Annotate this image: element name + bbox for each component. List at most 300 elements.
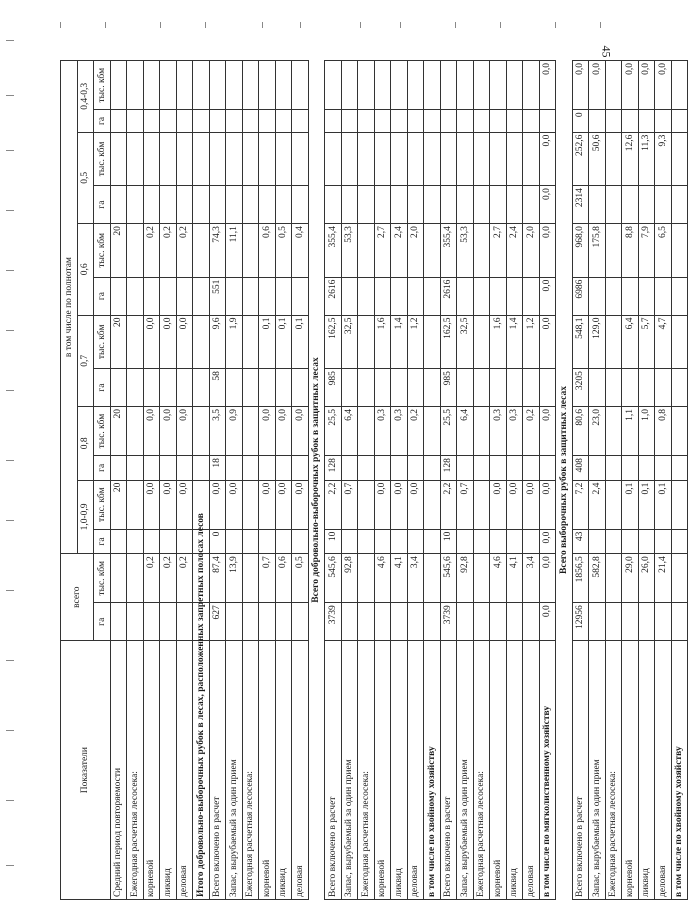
table-cell xyxy=(473,369,490,407)
table-cell xyxy=(374,603,391,641)
table-cell: 128 xyxy=(440,456,457,481)
table-cell: 0,0 xyxy=(374,480,391,529)
header-group: 0,6 xyxy=(77,224,94,315)
row-label: Ежегодная расчетная лесосека: xyxy=(473,641,490,900)
row-label: Ежегодная расчетная лесосека: xyxy=(242,641,259,900)
table-cell: 0,0 xyxy=(160,480,177,529)
table-cell: 545,6 xyxy=(325,554,342,603)
table-cell xyxy=(671,186,688,224)
table-cell xyxy=(110,132,127,186)
table-cell xyxy=(259,603,276,641)
table-cell: 0,0 xyxy=(523,480,540,529)
table-row xyxy=(127,61,144,900)
table-row xyxy=(110,61,127,900)
table-cell xyxy=(605,186,622,224)
table-cell xyxy=(127,406,144,455)
table-cell xyxy=(622,186,639,224)
table-cell xyxy=(143,61,160,110)
table-cell xyxy=(176,186,193,224)
table-cell xyxy=(110,110,127,132)
row-label: деловая xyxy=(407,641,424,900)
row-label: Всего включено в расчет xyxy=(209,641,226,900)
table-cell: 0,0 xyxy=(638,61,655,110)
table-cell xyxy=(457,529,474,554)
table-cell xyxy=(490,132,507,186)
table-cell: 6,4 xyxy=(341,406,358,455)
table-cell xyxy=(424,529,441,554)
table-cell xyxy=(127,456,144,481)
table-cell: 0,3 xyxy=(374,406,391,455)
table-cell xyxy=(226,369,243,407)
table-cell xyxy=(193,224,210,278)
row-label: ликвид xyxy=(160,641,177,900)
row-label: корневой xyxy=(622,641,639,900)
table-cell xyxy=(589,603,606,641)
table-cell: 3739 xyxy=(440,603,457,641)
row-label: ликвид xyxy=(275,641,292,900)
header-unit-tkbm: тыс. кбм xyxy=(94,132,111,186)
table-cell xyxy=(424,554,441,603)
table-cell xyxy=(671,529,688,554)
table-cell: 18 xyxy=(209,456,226,481)
table-cell xyxy=(292,603,309,641)
header-unit-tkbm: тыс. кбм xyxy=(94,61,111,110)
table-cell xyxy=(407,61,424,110)
table-cell xyxy=(160,132,177,186)
table-cell xyxy=(671,456,688,481)
table-cell: 0,0 xyxy=(391,480,408,529)
table-cell: 74,3 xyxy=(209,224,226,278)
table-cell xyxy=(127,554,144,603)
table-cell xyxy=(589,369,606,407)
table-cell: 985 xyxy=(440,369,457,407)
table-cell: 0,0 xyxy=(407,480,424,529)
table-cell: 0,2 xyxy=(176,554,193,603)
table-cell: 0,1 xyxy=(622,480,639,529)
table-cell: 355,4 xyxy=(440,224,457,278)
header-unit-tkbm: тыс. кбм xyxy=(94,554,111,603)
table-cell xyxy=(671,224,688,278)
table-cell xyxy=(341,529,358,554)
table-cell xyxy=(160,61,177,110)
table-cell xyxy=(292,456,309,481)
table-cell xyxy=(391,61,408,110)
table-row xyxy=(572,61,589,900)
rotated-content xyxy=(60,60,685,900)
table-cell xyxy=(473,315,490,369)
row-label: Ежегодная расчетная лесосека: xyxy=(605,641,622,900)
table-row xyxy=(209,61,226,900)
table-cell: 2,4 xyxy=(506,224,523,278)
table-cell xyxy=(292,369,309,407)
table-cell xyxy=(358,110,375,132)
row-label: корневой xyxy=(259,641,276,900)
table-cell xyxy=(407,369,424,407)
table-cell xyxy=(655,277,672,315)
header-indicator: Показатели xyxy=(61,641,111,900)
table-cell xyxy=(457,369,474,407)
header-unit-tkbm: тыс. кбм xyxy=(94,406,111,455)
table-cell xyxy=(506,186,523,224)
table-cell xyxy=(391,369,408,407)
table-cell: 0,2 xyxy=(143,224,160,278)
table-cell: 0,0 xyxy=(259,480,276,529)
table-cell xyxy=(391,603,408,641)
table-cell: 4,6 xyxy=(374,554,391,603)
table-cell: 0,2 xyxy=(176,224,193,278)
table-cell xyxy=(490,61,507,110)
row-label: в том числе по мягколиственному хозяйству xyxy=(539,641,556,900)
table-cell xyxy=(424,406,441,455)
table-cell: 1,2 xyxy=(523,315,540,369)
table-cell xyxy=(242,186,259,224)
table-cell xyxy=(160,456,177,481)
table-cell: 0,7 xyxy=(341,480,358,529)
table-cell: 0,0 xyxy=(539,224,556,278)
table-cell xyxy=(589,186,606,224)
table-cell: 4,1 xyxy=(391,554,408,603)
table-cell xyxy=(539,456,556,481)
table-cell: 0,5 xyxy=(275,224,292,278)
table-cell: 0,0 xyxy=(143,406,160,455)
table-cell xyxy=(440,132,457,186)
table-cell: 0 xyxy=(209,529,226,554)
table-cell xyxy=(506,132,523,186)
table-cell xyxy=(242,554,259,603)
table-cell xyxy=(655,110,672,132)
table-cell xyxy=(341,61,358,110)
table-cell: 20 xyxy=(110,480,127,529)
table-cell xyxy=(671,110,688,132)
table-cell xyxy=(638,369,655,407)
table-cell xyxy=(259,529,276,554)
table-cell: 162,5 xyxy=(440,315,457,369)
table-cell xyxy=(143,186,160,224)
table-cell xyxy=(605,315,622,369)
table-cell xyxy=(110,186,127,224)
table-cell xyxy=(407,186,424,224)
table-cell: 3205 xyxy=(572,369,589,407)
table-cell xyxy=(440,186,457,224)
table-cell xyxy=(523,186,540,224)
table-cell xyxy=(424,456,441,481)
header-total: всего xyxy=(61,554,94,641)
table-cell xyxy=(358,603,375,641)
row-label: корневой xyxy=(143,641,160,900)
table-cell: 0,1 xyxy=(259,315,276,369)
table-cell: 0,1 xyxy=(655,480,672,529)
table-cell xyxy=(160,369,177,407)
table-cell xyxy=(523,529,540,554)
table-cell: 582,8 xyxy=(589,554,606,603)
table-cell xyxy=(638,603,655,641)
table-cell xyxy=(242,110,259,132)
table-cell xyxy=(110,369,127,407)
table-body xyxy=(110,61,688,900)
table-cell xyxy=(506,603,523,641)
table-cell: 12,6 xyxy=(622,132,639,186)
table-cell: 551 xyxy=(209,277,226,315)
table-cell: 11,3 xyxy=(638,132,655,186)
table-cell xyxy=(473,456,490,481)
table-cell xyxy=(242,224,259,278)
table-cell xyxy=(473,406,490,455)
table-cell: 0,0 xyxy=(506,480,523,529)
table-cell xyxy=(523,456,540,481)
table-cell xyxy=(473,186,490,224)
table-cell: 175,8 xyxy=(589,224,606,278)
table-cell xyxy=(424,186,441,224)
row-label: Запас, вырубаемый за один прием xyxy=(457,641,474,900)
table-cell xyxy=(638,186,655,224)
table-cell xyxy=(506,277,523,315)
table-cell: 0,1 xyxy=(638,480,655,529)
table-cell xyxy=(473,554,490,603)
table-cell: 80,6 xyxy=(572,406,589,455)
table-cell xyxy=(226,132,243,186)
table-cell xyxy=(193,110,210,132)
table-cell xyxy=(242,529,259,554)
table-cell xyxy=(110,61,127,110)
table-cell: 1,4 xyxy=(391,315,408,369)
table-cell xyxy=(292,277,309,315)
table-cell: 0,0 xyxy=(572,61,589,110)
table-cell xyxy=(473,132,490,186)
table-row xyxy=(440,61,457,900)
table-cell xyxy=(622,603,639,641)
table-cell xyxy=(275,369,292,407)
header-group: 1,0-0,9 xyxy=(77,480,94,554)
table-cell xyxy=(242,277,259,315)
table-cell: 25,5 xyxy=(440,406,457,455)
row-label: в том числе по хвойному хозяйству xyxy=(671,641,688,900)
table-cell: 0,8 xyxy=(655,406,672,455)
row-label: Ежегодная расчетная лесосека: xyxy=(127,641,144,900)
table-cell xyxy=(655,186,672,224)
table-cell xyxy=(605,369,622,407)
table-cell: 0,1 xyxy=(275,315,292,369)
table-row xyxy=(226,61,243,900)
table-cell xyxy=(358,554,375,603)
table-cell: 2314 xyxy=(572,186,589,224)
table-cell: 3,4 xyxy=(523,554,540,603)
table-row xyxy=(391,61,408,900)
table-cell xyxy=(358,61,375,110)
table-cell xyxy=(391,132,408,186)
table-cell xyxy=(127,603,144,641)
row-label: Запас, вырубаемый за один прием xyxy=(589,641,606,900)
table-cell xyxy=(457,110,474,132)
table-cell xyxy=(160,186,177,224)
table-cell xyxy=(325,61,342,110)
table-cell: 968,0 xyxy=(572,224,589,278)
table-cell xyxy=(671,132,688,186)
table-cell xyxy=(424,480,441,529)
table-cell xyxy=(424,369,441,407)
table-cell xyxy=(473,277,490,315)
table-cell xyxy=(473,110,490,132)
table-cell xyxy=(176,110,193,132)
table-cell xyxy=(193,315,210,369)
table-cell xyxy=(622,277,639,315)
table-cell xyxy=(407,277,424,315)
table-cell xyxy=(440,110,457,132)
table-cell: 2,7 xyxy=(490,224,507,278)
table-cell xyxy=(589,277,606,315)
table-cell xyxy=(127,277,144,315)
table-cell: 53,3 xyxy=(341,224,358,278)
table-cell: 0,6 xyxy=(259,224,276,278)
table-cell xyxy=(671,369,688,407)
table-cell xyxy=(160,603,177,641)
table-cell: 92,8 xyxy=(457,554,474,603)
row-label: Ежегодная расчетная лесосека: xyxy=(358,641,375,900)
table-cell xyxy=(605,132,622,186)
table-cell: 1856,5 xyxy=(572,554,589,603)
table-cell: 0,0 xyxy=(176,480,193,529)
table-cell xyxy=(424,132,441,186)
table-cell: 0,0 xyxy=(143,480,160,529)
table-cell xyxy=(292,529,309,554)
table-cell xyxy=(407,132,424,186)
table-cell: 7,2 xyxy=(572,480,589,529)
table-cell xyxy=(127,369,144,407)
table-cell: 6986 xyxy=(572,277,589,315)
table-cell: 9,3 xyxy=(655,132,672,186)
table-cell: 0,2 xyxy=(523,406,540,455)
table-cell xyxy=(176,529,193,554)
table-cell xyxy=(226,61,243,110)
row-label: Итого добровольно-выборочных рубок в лесах, расположенных запретных полосах лесов xyxy=(193,641,210,900)
table-cell xyxy=(242,480,259,529)
table-cell: 25,5 xyxy=(325,406,342,455)
table-cell xyxy=(209,61,226,110)
table-cell: 53,3 xyxy=(457,224,474,278)
table-cell: 2,2 xyxy=(325,480,342,529)
table-cell xyxy=(391,529,408,554)
row-label: деловая xyxy=(655,641,672,900)
table-cell xyxy=(605,456,622,481)
table-cell xyxy=(622,529,639,554)
table-cell xyxy=(605,110,622,132)
table-cell xyxy=(275,603,292,641)
table-row xyxy=(242,61,259,900)
table-cell xyxy=(110,603,127,641)
table-cell: 26,0 xyxy=(638,554,655,603)
table-cell xyxy=(242,132,259,186)
table-cell xyxy=(589,529,606,554)
table-cell xyxy=(622,369,639,407)
row-label: корневой xyxy=(374,641,391,900)
row-label: Средний период повторяемости xyxy=(110,641,127,900)
table-cell: 8,8 xyxy=(622,224,639,278)
row-label: корневой xyxy=(490,641,507,900)
table-cell xyxy=(457,277,474,315)
table-cell xyxy=(407,456,424,481)
table-cell: 21,4 xyxy=(655,554,672,603)
table-row xyxy=(292,61,309,900)
table-cell: 0,0 xyxy=(176,315,193,369)
table-cell xyxy=(374,529,391,554)
table-cell: 10 xyxy=(325,529,342,554)
table-cell: 0,0 xyxy=(275,406,292,455)
row-label: деловая xyxy=(523,641,540,900)
section-row xyxy=(308,61,325,900)
table-cell: 32,5 xyxy=(341,315,358,369)
table-cell xyxy=(622,110,639,132)
table-cell xyxy=(143,110,160,132)
table-cell xyxy=(209,110,226,132)
table-cell: 7,9 xyxy=(638,224,655,278)
table-cell xyxy=(473,529,490,554)
table-cell: 6,4 xyxy=(457,406,474,455)
header-group: 0,8 xyxy=(77,406,94,480)
table-cell: 3739 xyxy=(325,603,342,641)
table-cell: 0,0 xyxy=(259,406,276,455)
table-cell xyxy=(110,554,127,603)
table-cell: 0,0 xyxy=(539,603,556,641)
table-cell xyxy=(226,186,243,224)
table-cell xyxy=(358,315,375,369)
table-cell xyxy=(143,603,160,641)
table-cell xyxy=(374,277,391,315)
row-label: Всего включено в расчет xyxy=(325,641,342,900)
table-cell xyxy=(523,277,540,315)
header-unit-ha: га xyxy=(94,186,111,224)
section-title: Всего добровольно-выборочных рубок в защитных лесах xyxy=(308,61,325,900)
table-cell: 0,2 xyxy=(160,224,177,278)
page-number: 45 xyxy=(599,45,614,58)
table-cell: 5,7 xyxy=(638,315,655,369)
table-cell xyxy=(506,369,523,407)
table-cell xyxy=(424,277,441,315)
table-cell: 0,2 xyxy=(143,554,160,603)
table-row xyxy=(193,61,210,900)
table-cell xyxy=(391,277,408,315)
table-cell: 0,0 xyxy=(226,480,243,529)
table-row xyxy=(341,61,358,900)
table-cell xyxy=(341,456,358,481)
header-group: 0,4-0,3 xyxy=(77,61,94,133)
table-cell xyxy=(242,406,259,455)
table-cell xyxy=(358,369,375,407)
header-unit-ha: га xyxy=(94,603,111,641)
table-cell: 252,6 xyxy=(572,132,589,186)
table-cell xyxy=(457,456,474,481)
table-cell xyxy=(671,277,688,315)
table-cell xyxy=(605,529,622,554)
table-cell: 985 xyxy=(325,369,342,407)
table-cell: 128 xyxy=(325,456,342,481)
table-cell xyxy=(242,456,259,481)
table-cell: 0,3 xyxy=(391,406,408,455)
table-cell xyxy=(242,61,259,110)
table-cell xyxy=(259,277,276,315)
table-cell xyxy=(374,61,391,110)
table-cell xyxy=(490,110,507,132)
table-cell xyxy=(176,132,193,186)
table-cell xyxy=(127,132,144,186)
row-label: Всего включено в расчет xyxy=(440,641,457,900)
table-cell: 0,0 xyxy=(160,406,177,455)
table-cell xyxy=(506,456,523,481)
table-cell: 6,4 xyxy=(622,315,639,369)
table-cell xyxy=(655,529,672,554)
table-cell xyxy=(490,603,507,641)
table-row xyxy=(358,61,375,900)
table-cell xyxy=(127,529,144,554)
table-cell xyxy=(490,369,507,407)
